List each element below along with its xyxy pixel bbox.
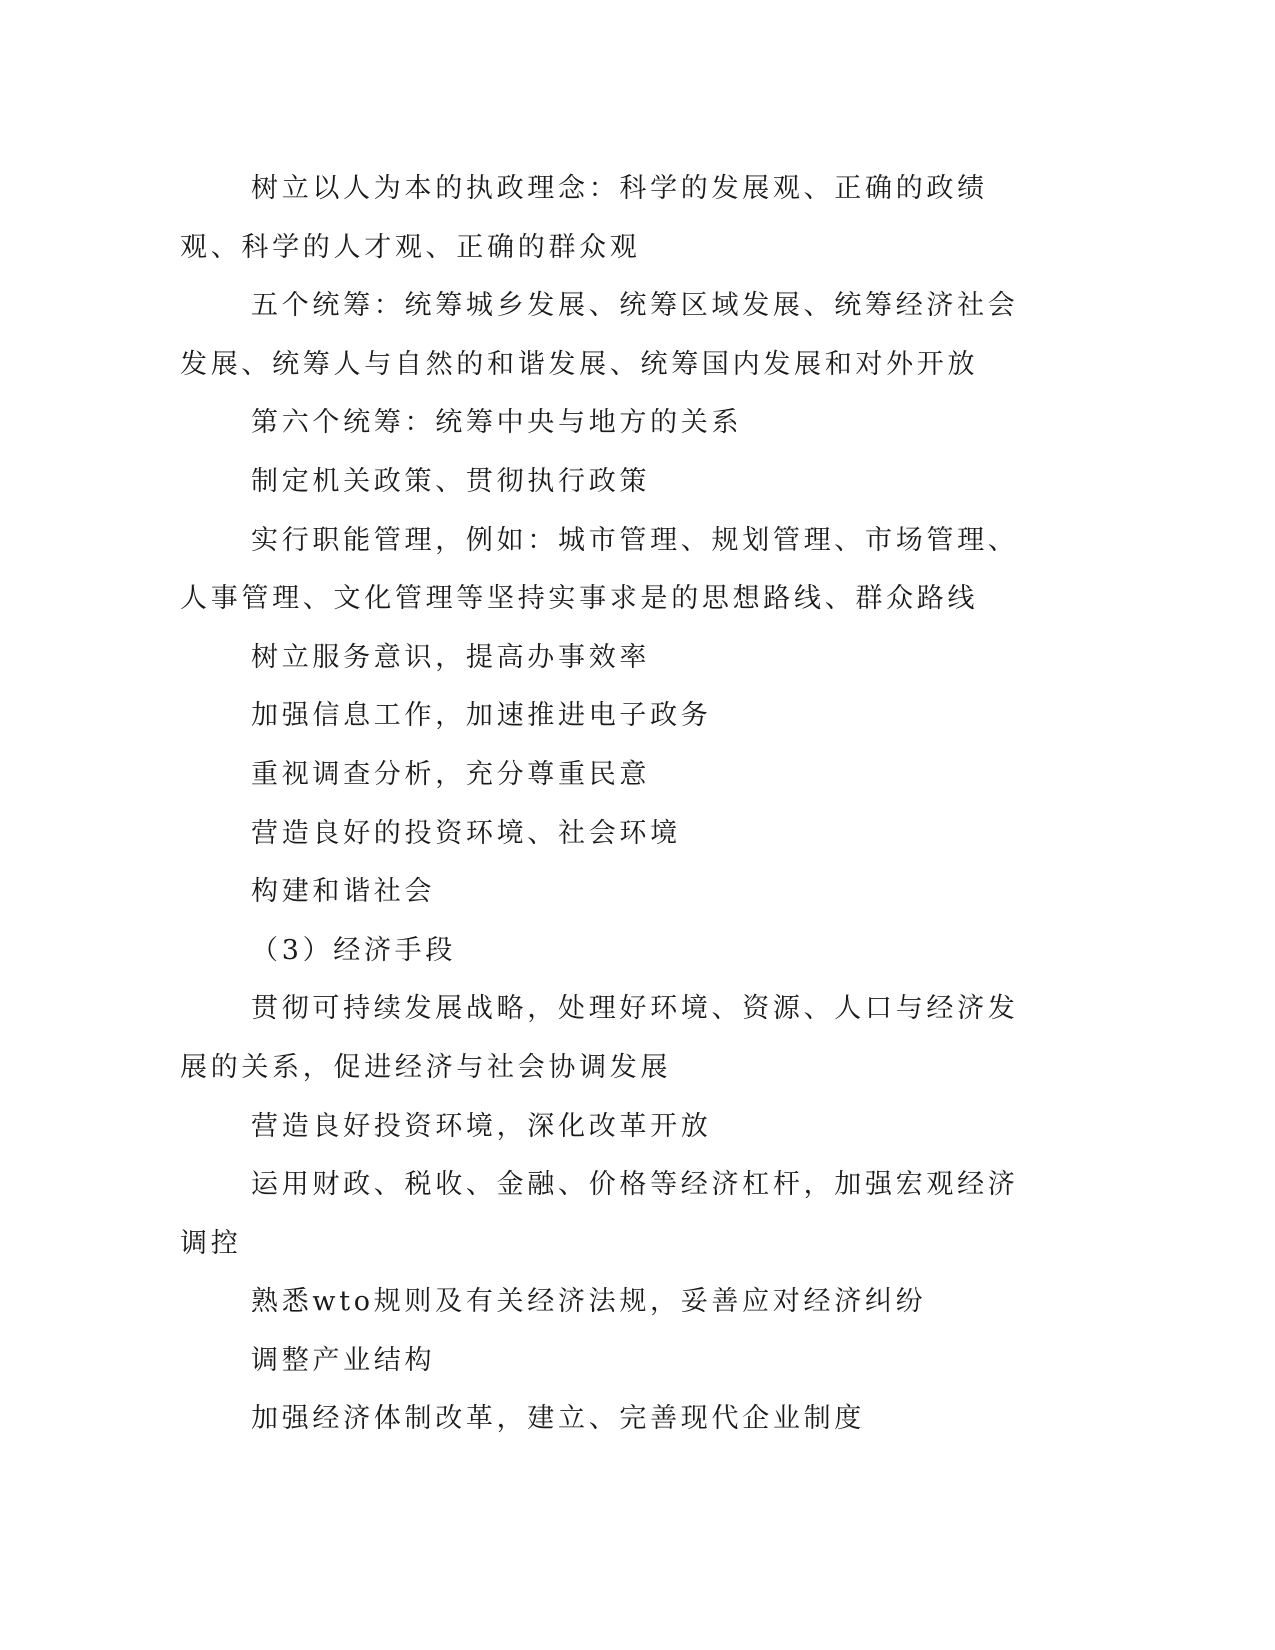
paragraph-sixth-coordination: 第六个统筹：统筹中央与地方的关系 [251, 407, 743, 439]
paragraph-environment: 营造良好的投资环境、社会环境 [251, 817, 681, 849]
paragraph-survey-analysis: 重视调查分析，充分尊重民意 [251, 758, 651, 790]
paragraph-people-oriented: 树立以人为本的执政理念：科学的发展观、正确的政绩观、科学的人才观、正确的群众观 [180, 173, 988, 263]
paragraph-wto-rules: 熟悉wto规则及有关经济法规，妥善应对经济纠纷 [251, 1286, 927, 1318]
paragraph-functional-management: 实行职能管理，例如：城市管理、规划管理、市场管理、人事管理、文化管理等坚持实事求是的思想路线、群众路线 [180, 524, 1019, 615]
paragraph-information-work: 加强信息工作，加速推进电子政务 [251, 700, 712, 732]
paragraph-policy: 制定机关政策、贯彻执行政策 [251, 465, 651, 497]
section-heading-economic-means: （3）经济手段 [251, 934, 457, 966]
paragraph-economic-reform: 加强经济体制改革，建立、完善现代企业制度 [251, 1403, 865, 1435]
document-body [180, 160, 1030, 1449]
paragraph-harmonious-society: 构建和谐社会 [251, 876, 436, 908]
paragraph-five-coordinations: 五个统筹：统筹城乡发展、统筹区域发展、统筹经济社会发展、统筹人与自然的和谐发展、统筹国内发展和对外开放 [180, 290, 1019, 380]
paragraph-service-awareness: 树立服务意识，提高办事效率 [251, 641, 651, 673]
paragraph-sustainable-development: 贯彻可持续发展战略，处理好环境、资源、人口与经济发展的关系，促进经济与社会协调发展 [180, 993, 1019, 1083]
paragraph-economic-levers: 运用财政、税收、金融、价格等经济杠杆，加强宏观经济调控 [180, 1169, 1019, 1259]
paragraph-investment-environment: 营造良好投资环境，深化改革开放 [251, 1110, 712, 1142]
paragraph-industrial-structure: 调整产业结构 [251, 1344, 436, 1376]
